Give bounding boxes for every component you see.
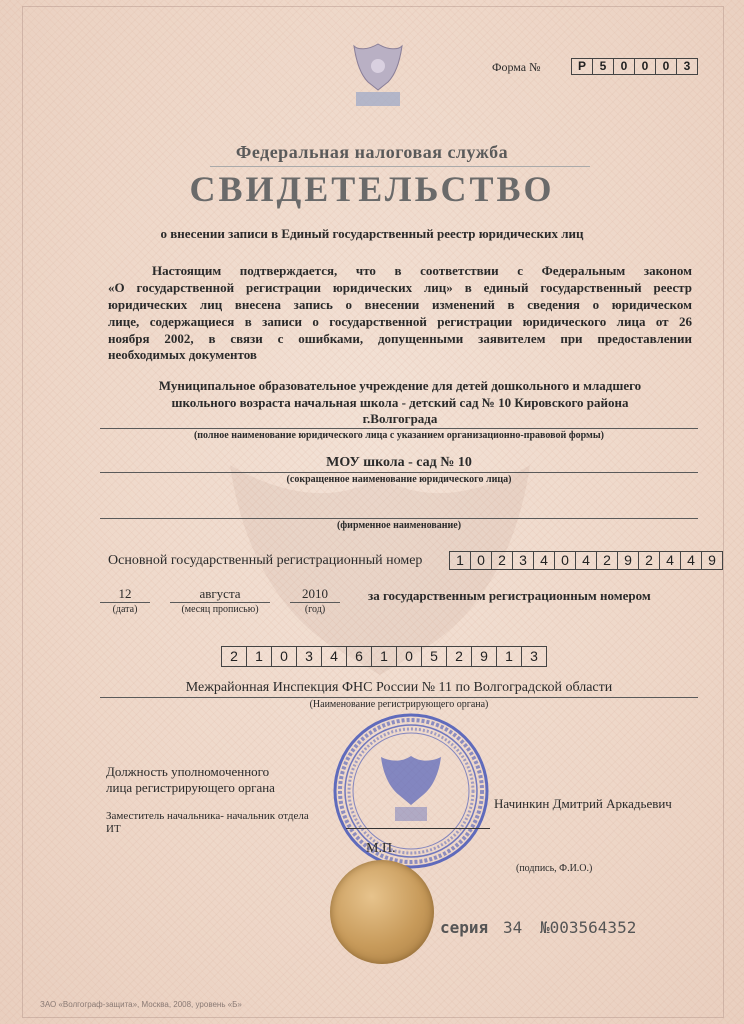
grn-digit-cell: 1 — [496, 646, 522, 667]
ogrn-digit-cell: 4 — [533, 551, 555, 570]
official-name: Начинкин Дмитрий Аркадьевич — [494, 796, 672, 811]
series-label: серия — [440, 918, 489, 937]
date-day-caption: (дата) — [112, 604, 138, 615]
series-value: 34 — [503, 918, 523, 937]
authority-underline — [100, 697, 698, 698]
position-label-line-1: Должность уполномоченного — [106, 764, 270, 779]
grn-digit-cell: 2 — [221, 646, 247, 667]
hologram-seal-icon — [330, 860, 434, 964]
grn-digit-cell: 1 — [371, 646, 397, 667]
grn-digit-cell: 1 — [246, 646, 272, 667]
ogrn-digit-cell: 4 — [680, 551, 702, 570]
body-line-3: юридических лиц внесена запись о внесении изменений в сведения о юридическом — [108, 297, 692, 312]
ogrn-digit-cell: 1 — [449, 551, 471, 570]
grn-digit-cell: 6 — [346, 646, 372, 667]
position-label-line-2: лица регистрирующего органа — [106, 780, 275, 795]
agency-name: Федеральная налоговая служба — [235, 142, 509, 162]
ogrn-digit-cell: 9 — [617, 551, 639, 570]
ogrn-boxes — [450, 551, 723, 570]
date-day-underline — [100, 602, 150, 603]
grn-digit-cell: 0 — [396, 646, 422, 667]
document-subtitle: о внесении записи в Единый государственный реестр юридических лиц — [160, 226, 584, 241]
position-line-2: ИТ — [106, 823, 121, 835]
signature-caption: (подпись, Ф.И.О.) — [516, 863, 593, 874]
ogrn-digit-cell: 2 — [491, 551, 513, 570]
ogrn-digit-cell: 2 — [638, 551, 660, 570]
ogrn-digit-cell: 2 — [596, 551, 618, 570]
form-code-cell: 0 — [634, 58, 656, 75]
date-month-caption: (месяц прописью) — [181, 604, 259, 615]
grn-intro-text: за государственным регистрационным номером — [368, 588, 651, 603]
ogrn-digit-cell: 9 — [701, 551, 723, 570]
printer-imprint: ЗАО «Волгограф-защита», Москва, 2008, уровень «Б» — [40, 1000, 242, 1009]
grn-digit-cell: 3 — [296, 646, 322, 667]
short-name-caption: (сокращенное наименование юридического лица) — [286, 474, 512, 485]
form-code-cell: 5 — [592, 58, 614, 75]
full-name-line-2: школьного возраста начальная школа - детский сад № 10 Кировского района — [171, 395, 629, 410]
grn-digit-cell: 3 — [521, 646, 547, 667]
form-label: Форма № — [492, 60, 541, 74]
grn-digit-cell: 4 — [321, 646, 347, 667]
ogrn-digit-cell: 4 — [659, 551, 681, 570]
brand-name-underline — [100, 518, 698, 519]
document-title: СВИДЕТЕЛЬСТВО — [189, 169, 555, 209]
authority-name: Межрайонная Инспекция ФНС России № 11 по Волгоградской области — [185, 680, 613, 695]
date-year: 2010 — [302, 586, 328, 601]
date-year-caption: (год) — [304, 604, 326, 615]
body-line-6: необходимых документов — [108, 347, 257, 362]
authority-caption: (Наименование регистрирующего органа) — [309, 699, 489, 710]
series-number: №003564352 — [540, 918, 637, 937]
full-name-caption: (полное наименование юридического лица с указанием организационно-правовой формы) — [193, 430, 605, 441]
coat-of-arms-icon — [350, 40, 406, 110]
position-line-1: Заместитель начальника- начальник отдела — [106, 810, 309, 822]
form-code-cell: Р — [571, 58, 593, 75]
date-month-underline — [170, 602, 270, 603]
ogrn-digit-cell: 0 — [554, 551, 576, 570]
grn-digit-cell: 5 — [421, 646, 447, 667]
brand-name-caption: (фирменное наименование) — [336, 520, 462, 531]
ogrn-digit-cell: 3 — [512, 551, 534, 570]
full-name-line-3: г.Волгограда — [362, 411, 438, 426]
agency-underline — [210, 166, 590, 167]
body-line-5: ноября 2002, в связи с ошибками, допущенными заявителем при предоставлении — [108, 331, 692, 346]
form-code-cell: 3 — [676, 58, 698, 75]
body-line-4: лице, содержащиеся в записи о государственной регистрации юридического лица от 26 — [108, 314, 692, 329]
grn-digit-cell: 0 — [271, 646, 297, 667]
ogrn-label: Основной государственный регистрационный номер — [108, 553, 423, 568]
full-name-underline — [100, 428, 698, 429]
short-name: МОУ школа - сад № 10 — [326, 455, 472, 470]
form-code-boxes — [572, 58, 698, 75]
form-code-cell: 0 — [655, 58, 677, 75]
body-line-1: Настоящим подтверждается, что в соответствии с Федеральным законом — [152, 263, 692, 278]
grn-digit-cell: 2 — [446, 646, 472, 667]
grn-digit-cell: 9 — [471, 646, 497, 667]
form-code-cell: 0 — [613, 58, 635, 75]
short-name-underline — [100, 472, 698, 473]
full-name-line-1: Муниципальное образовательное учреждение для детей дошкольного и младшего — [158, 378, 642, 393]
date-month: августа — [199, 586, 241, 601]
signature-line — [346, 828, 490, 829]
official-seal-icon — [331, 711, 491, 871]
ogrn-digit-cell: 0 — [470, 551, 492, 570]
date-day: 12 — [118, 586, 132, 601]
date-year-underline — [290, 602, 340, 603]
mp-label: М.П. — [366, 841, 396, 856]
grn-boxes — [222, 646, 547, 667]
ogrn-digit-cell: 4 — [575, 551, 597, 570]
body-line-2: «О государственной регистрации юридических лиц» в единый государственный реестр — [108, 280, 692, 295]
